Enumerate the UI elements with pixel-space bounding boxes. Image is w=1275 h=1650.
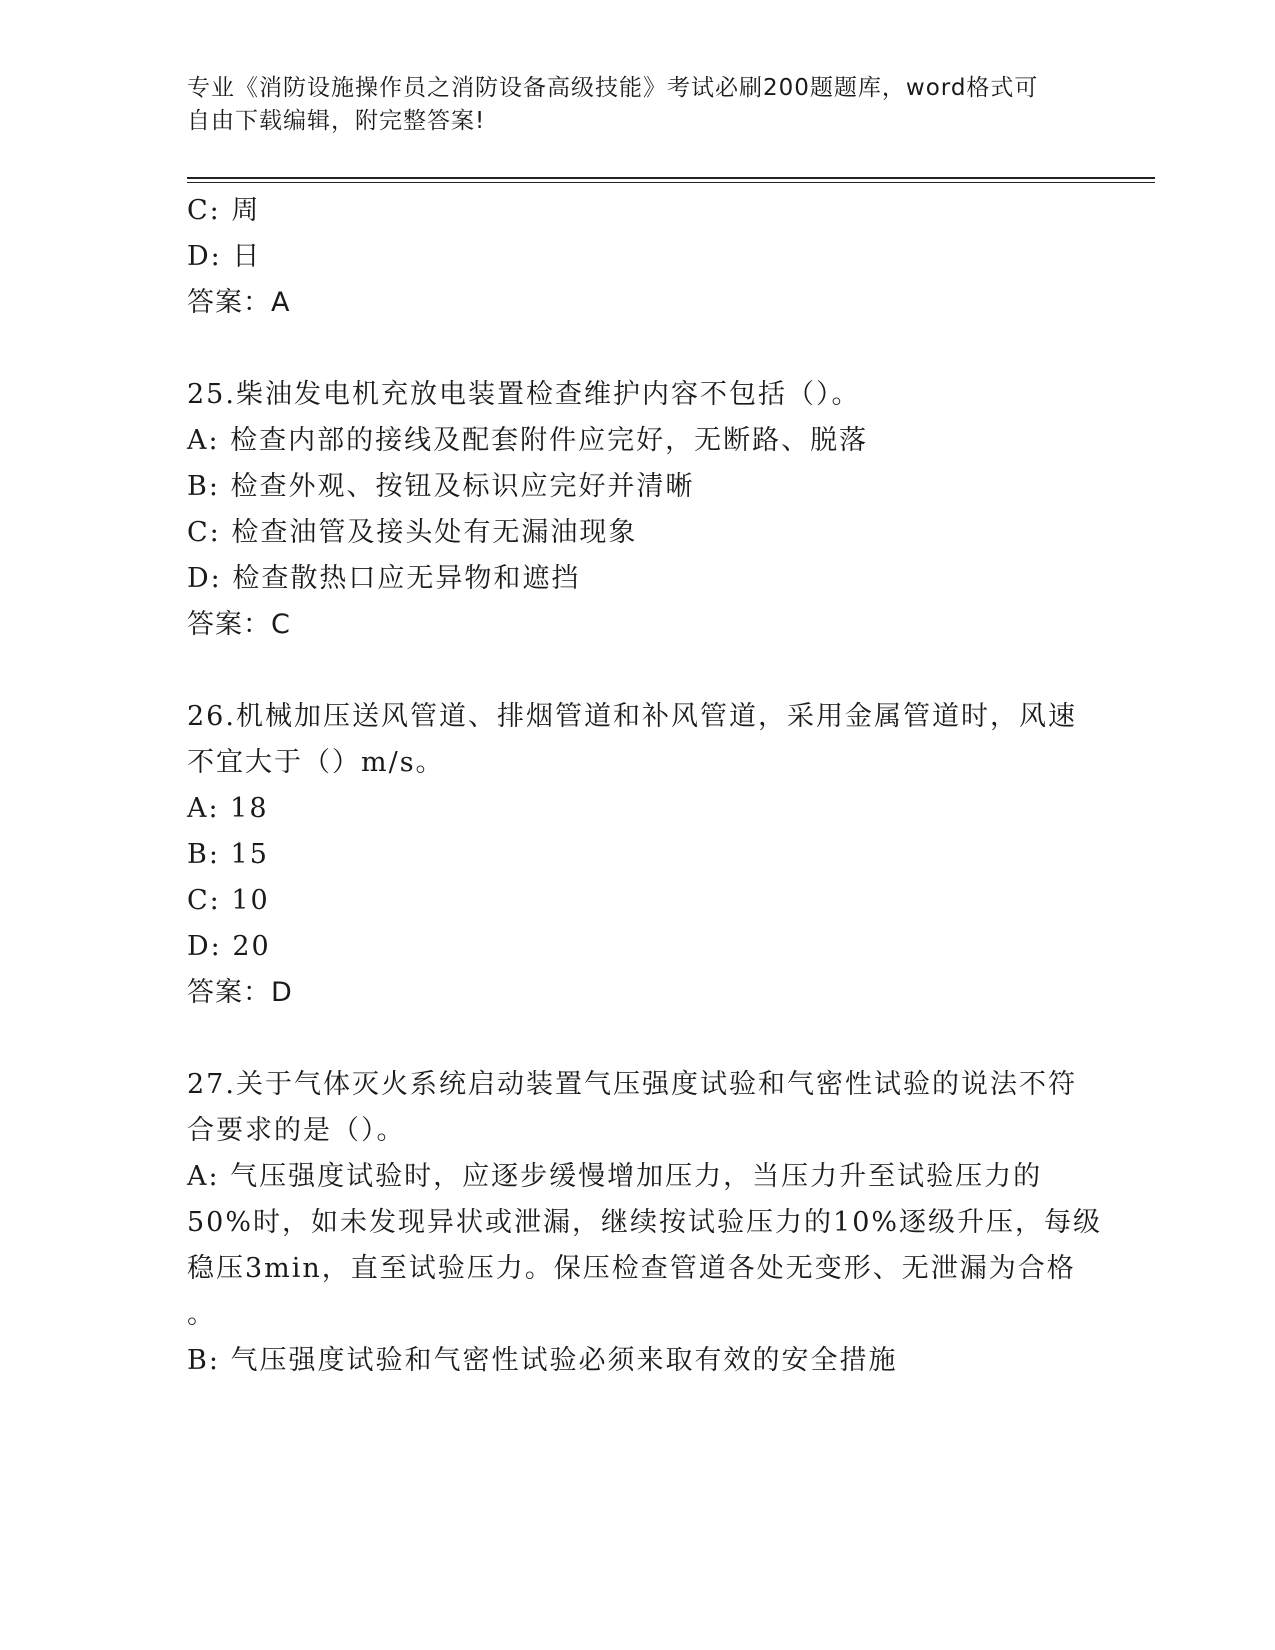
option-c: C: 10 xyxy=(187,885,270,916)
question-24-tail xyxy=(187,188,1087,326)
question-stem-line-2: 不宜大于（）m/s。 xyxy=(187,747,445,778)
option-c: C: 周 xyxy=(187,195,261,226)
option-a: A: 18 xyxy=(187,793,269,824)
option-a-line-2: 50%时，如未发现异状或泄漏，继续按试验压力的10%逐级升压，每级 xyxy=(187,1207,1103,1238)
option-d: D: 20 xyxy=(187,931,271,962)
question-stem: 25.柴油发电机充放电装置检查维护内容不包括（）。 xyxy=(187,379,861,410)
option-d: D: 日 xyxy=(187,241,262,272)
question-stem-line-1: 26.机械加压送风管道、排烟管道和补风管道，采用金属管道时，风速 xyxy=(187,701,1077,732)
question-26 xyxy=(187,694,1087,1016)
spacer xyxy=(187,326,1087,372)
question-content xyxy=(187,188,1103,1384)
option-b: B: 气压强度试验和气密性试验必须来取有效的安全措施 xyxy=(187,1345,898,1376)
option-b: B: 15 xyxy=(187,839,269,870)
answer-label: 答案：C xyxy=(187,609,291,640)
option-a-line-1: A: 气压强度试验时，应逐步缓慢增加压力，当压力升至试验压力的 xyxy=(187,1161,1043,1192)
spacer xyxy=(187,648,1087,694)
question-stem-line-2: 合要求的是（）。 xyxy=(187,1115,406,1146)
option-b: B: 检查外观、按钮及标识应完好并清晰 xyxy=(187,471,695,502)
question-27 xyxy=(187,1062,1103,1384)
header-title-line-1: 专业《消防设施操作员之消防设备高级技能》考试必刷200题题库，word格式可 xyxy=(187,75,1039,101)
option-a-line-3: 稳压3min，直至试验压力。保压检查管道各处无变形、无泄漏为合格 xyxy=(187,1253,1076,1284)
spacer xyxy=(187,1016,1087,1062)
answer-label: 答案：D xyxy=(187,977,293,1008)
header-divider-thin xyxy=(187,182,1155,183)
header-title-line-2: 自由下载编辑，附完整答案! xyxy=(187,108,486,134)
option-a-line-4: 。 xyxy=(187,1299,216,1330)
question-stem-line-1: 27.关于气体灭火系统启动装置气压强度试验和气密性试验的说法不符 xyxy=(187,1069,1077,1100)
document-header xyxy=(187,72,1067,138)
option-a: A: 检查内部的接线及配套附件应完好，无断路、脱落 xyxy=(187,425,869,456)
option-d: D: 检查散热口应无异物和遮挡 xyxy=(187,563,581,594)
header-divider-thick xyxy=(187,177,1155,179)
question-25 xyxy=(187,372,1087,648)
option-c: C: 检查油管及接头处有无漏油现象 xyxy=(187,517,638,548)
answer-label: 答案：A xyxy=(187,287,291,318)
